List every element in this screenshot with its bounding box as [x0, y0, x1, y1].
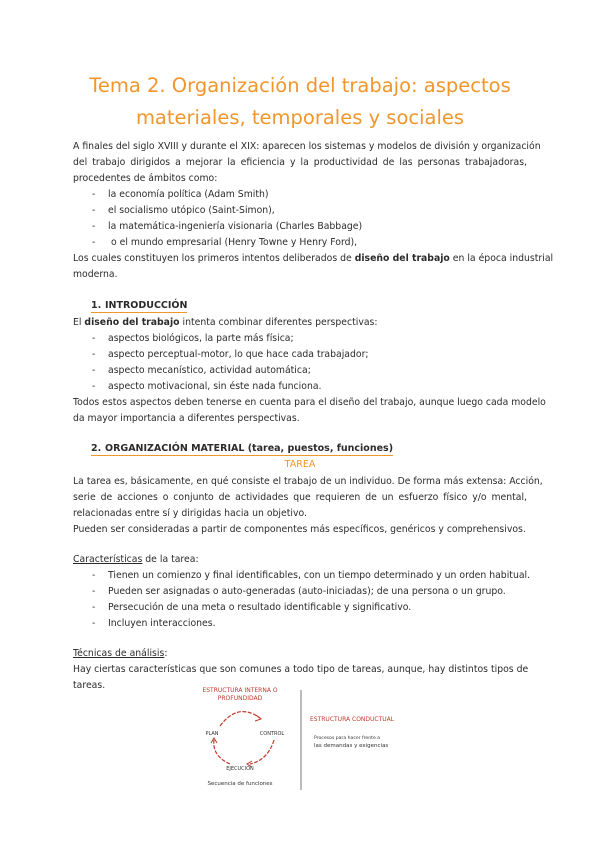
cycle-arrow-top	[220, 712, 260, 726]
document-page: Tema 2. Organización del trabajo: aspectos materiales, temporales y sociales A finales del siglo XVIII y durante el XIX: aparecen los sistemas y modelos de división y organización del trabajo dirigidos a mejorar la eficiencia y la productividad de las personas trabajadoras, procedentes de ámbitos como: - la economía política (Adam Smith) - el socialismo utópico (Saint-Simon), - la matemática-ingeniería visionaria (Charles Babbage) - o el mundo empresarial (Henry Towne y Henry Ford), Los cuales constituyen los primeros intentos deliberados de diseño del trabajo en la época industrial moderna. 1. INTRODUCCIÓN El diseño del trabajo intenta combinar diferentes perspectivas: - aspectos biológicos, la parte más física; - aspecto perceptual-motor, lo que hace cada trabajador; - aspecto mecanístico, actividad automática; - aspecto motivacional, sin éste nada funciona. Todos estos aspectos deben tenerse en cuenta para el diseño del trabajo, aunque luego cada modelo da mayor importancia a diferentes perspectivas. 2. ORGANIZACIÓN MATERIAL (tarea, puestos, funciones) TAREA La tarea es, básicamente, en qué consiste el trabajo de un individuo. De forma más extensa: Acción, serie de acciones o conjunto de actividades que requieren de un esfuerzo físico y/o mental, relacionadas entre sí y dirigidas hacia un objetivo. Pueden ser consideradas a partir de componentes más específicos, genéricos y comprehensivos. Características de la tarea: - Tienen un comienzo y final identificables, con un tiempo determinado y un orden habitual. - Pueden ser asignadas o auto-generadas (auto-iniciadas); de una persona o un grupo. - Persecución de una meta o resultado identificable y significativo. - Incluyen interacciones. Técnicas de análisis: Hay ciertas características que son comunes a todo tipo de tareas, aunque, hay distintos tipos de tareas. ESTRUCTURA INTERNA O PROFUNDIDAD PLAN CONTROL EJECUCIÓN Secuencia de funciones ESTRUCTURA CONDUCTUAL Procesos para hacer frente a las demandas y exigencias	[0, 0, 600, 848]
tecnicas-label: Técnicas de análisis	[73, 648, 165, 659]
subheading-tarea: TAREA	[284, 459, 316, 470]
tarea-definition: La tarea es, básicamente, en qué consiste el trabajo de un individuo. De forma más extensa: Acción, serie de acciones o conjunto de actividades que requieren de un esfuerzo físico y/o mental, relacionadas entre sí y dirigidas hacia un objetivo. Pueden ser consideradas a partir de componentes más específicos, genéricos y comprehensivos.	[73, 476, 543, 535]
intro-closing	[73, 251, 554, 283]
cycle-arrow-right	[250, 740, 274, 764]
caracteristicas-label: Características	[73, 554, 143, 565]
intro-line-1: A finales del siglo XVIII y durante el XIX: aparecen los sistemas y modelos de división y organización	[73, 141, 541, 152]
title-line-2: materiales, temporales y sociales	[135, 106, 465, 129]
intro-closing-line-2: moderna.	[73, 269, 118, 280]
intro-closing-line-1: Los cuales constituyen los primeros intentos deliberados de diseño del trabajo en la época industrial	[73, 253, 554, 264]
diagram-right-line-2: las demandas y exigencias	[314, 743, 389, 749]
page-title	[40, 70, 560, 134]
diagram-caption: Secuencia de funciones	[207, 781, 273, 787]
diagram-left-title-2: PROFUNDIDAD	[217, 695, 263, 702]
title-line-1: Tema 2. Organización del trabajo: aspectos	[89, 74, 511, 97]
node-ejecucion: EJECUCIÓN	[226, 766, 254, 772]
intro-line-3: procedentes de ámbitos como:	[73, 173, 218, 184]
intro-paragraph	[73, 139, 541, 187]
node-control: CONTROL	[259, 731, 285, 737]
tecnicas-lead: Técnicas de análisis: Hay ciertas características que son comunes a todo tipo de tareas, aunque, hay distintos tipos de tareas.	[73, 648, 529, 691]
bold-term: diseño del trabajo	[354, 253, 450, 264]
diagram-right-title: ESTRUCTURA CONDUCTUAL	[310, 716, 395, 723]
section1-lead: El diseño del trabajo intenta combinar diferentes perspectivas:	[73, 317, 378, 328]
section1-closing: Todos estos aspectos deben tenerse en cuenta para el diseño del trabajo, aunque luego cada modelo da mayor importancia a diferentes perspectivas.	[73, 397, 546, 424]
diagram-right-line-1: Procesos para hacer frente a	[314, 736, 381, 741]
section-heading-organizacion-material: 2. ORGANIZACIÓN MATERIAL (tarea, puestos, funciones)	[91, 443, 394, 454]
node-plan: PLAN	[205, 731, 219, 737]
section-heading-introduccion: 1. INTRODUCCIÓN	[91, 300, 188, 311]
cycle-arrow-left	[214, 740, 230, 764]
diagram-left-title-1: ESTRUCTURA INTERNA O	[202, 687, 278, 694]
task-structure-diagram	[190, 684, 430, 794]
bold-term: diseño del trabajo	[84, 317, 180, 328]
intro-line-2: del trabajo dirigidos a mejorar la eficiencia y la productividad de las personas trabajadoras,	[73, 157, 527, 168]
caracteristicas-lead: Características de la tarea:	[73, 554, 199, 565]
